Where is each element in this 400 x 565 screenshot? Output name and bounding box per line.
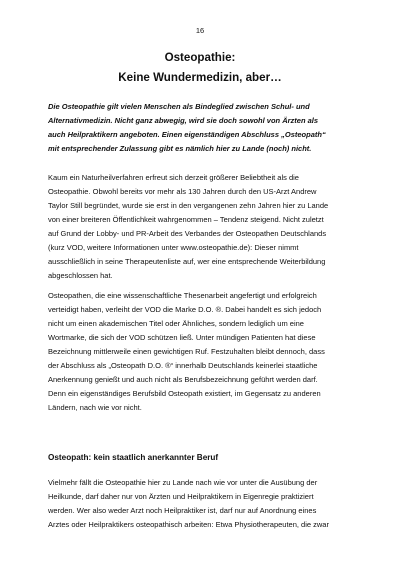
section-subheading: Osteopath: kein staatlich anerkannter Beruf [48,453,219,462]
lead-line: mit entsprechender Zulassung gibt es nämlich hier zu Lande (noch) nicht. [48,144,312,153]
title-line-2: Keine Wundermedizin, aber… [118,71,282,84]
title-line-1: Osteopathie: [164,51,236,64]
paragraph-line: werden. Wer also weder Arzt noch Heilpraktiker ist, darf nur auf Anordnung eines [48,506,317,515]
paragraph-line: Osteopathie. Obwohl bereits vor mehr als 130 Jahren durch den US-Arzt Andrew [48,187,317,196]
lead-line: Die Osteopathie gilt vielen Menschen als Bindeglied zwischen Schul- und [48,102,310,111]
body-paragraph-3 [48,476,358,532]
paragraph-line: Osteopathen, die eine wissenschaftliche Thesenarbeit angefertigt und erfolgreich [48,291,317,300]
paragraph-line: der Abschluss als „Osteopath D.O. ®“ innerhalb Deutschlands keinerlei staatliche [48,361,318,370]
paragraph-line: (kurz VOD, weitere Informationen unter www.osteopathie.de): Dieser nimmt [48,243,299,252]
lead-line: Alternativmedizin. Nicht ganz abwegig, wird sie doch sowohl von Ärzten als [48,116,319,125]
paragraph-line: Heilkunde, darf daher nur von Ärzten und Heilpraktikern in Eigenregie praktiziert [48,492,314,501]
paragraph-line: Arztes oder Heilpraktikers osteopathisch arbeiten: Etwa Physiotherapeuten, die zwar [48,520,329,529]
paragraph-line: Wortmarke, die sich der VOD schützen ließ. Unter mündigen Patienten hat diese [48,333,316,342]
paragraph-line: Bezeichnung mittlerweile einen gewichtigen Ruf. Festzuhalten bleibt dennoch, dass [48,347,325,356]
paragraph-line: Vielmehr fällt die Osteopathie hier zu Lande nach wie vor unter die Ausübung der [48,478,318,487]
lead-line: auch Heilpraktikern angeboten. Einen eigenständigen Abschluss „Osteopath“ [48,130,326,139]
paragraph-line: abgeschlossen hat. [48,271,113,280]
body-paragraph-1 [48,171,358,283]
paragraph-line: nicht um einen akademischen Titel oder Ähnliches, sondern lediglich um eine [48,319,304,328]
paragraph-line: von einer breiteren Öffentlichkeit wahrgenommen – Tendenz steigend. Nicht zuletzt [48,215,324,224]
lead-paragraph [48,100,358,156]
body-paragraph-2 [48,289,358,415]
article-title [0,48,400,88]
paragraph-line: ausschließlich in seine Therapeutenliste auf, wer eine entsprechende Weiterbildung [48,257,326,266]
paragraph-line: Denn ein eigenständiges Berufsbild Osteopath existiert, im Gegensatz zu anderen [48,389,321,398]
paragraph-line: Kaum ein Naturheilverfahren erfreut sich derzeit größerer Beliebtheit als die [48,173,299,182]
paragraph-line: Ländern, nach wie vor nicht. [48,403,142,412]
paragraph-line: auf Grund der Lobby- und PR-Arbeit des Verbandes der Osteopathen Deutschlands [48,229,327,238]
page-number: 16 [195,26,205,35]
paragraph-line: Taylor Still begründet, wurde sie erst in den vergangenen zehn Jahren hier zu Lande [48,201,329,210]
paragraph-line: verteidigt haben, verleiht der VOD die Marke D.O. ®. Dabei handelt es sich jedoch [48,305,322,314]
paragraph-line: Anerkennung genießt und auch nicht als Berufsbezeichnung geführt werden darf. [48,375,318,384]
